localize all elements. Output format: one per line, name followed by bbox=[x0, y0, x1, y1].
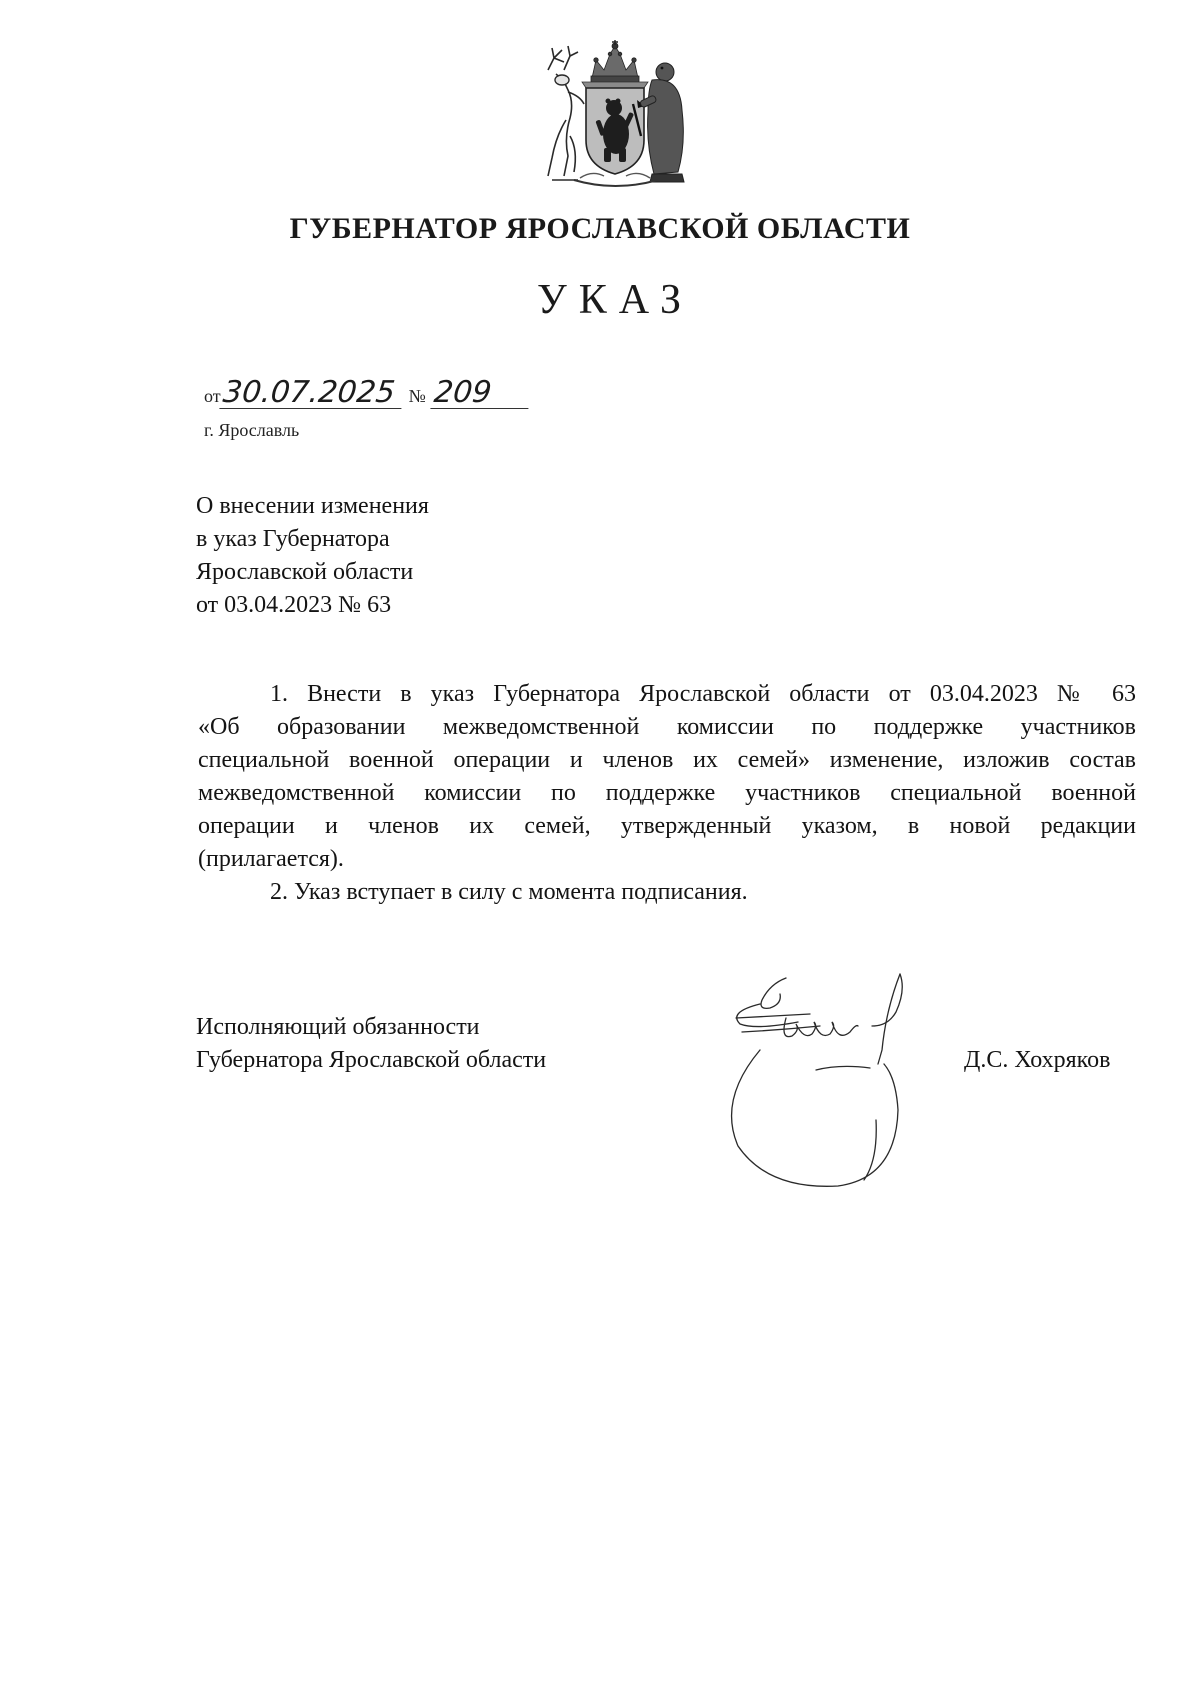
paragraph-2: 2. Указ вступает в силу с момента подписания. bbox=[270, 879, 748, 905]
subject-line: Ярославской области bbox=[196, 559, 414, 585]
paragraph-1-line: операции и членов их семей, утвержденный указом, в новой редакции bbox=[198, 813, 1136, 839]
document-date: 30.07.2025 bbox=[219, 378, 404, 409]
document-city: г. Ярославль bbox=[204, 420, 300, 440]
subject-line: О внесении изменения bbox=[196, 493, 429, 519]
document-number: 209 bbox=[430, 378, 531, 409]
document-subject bbox=[196, 490, 429, 622]
paragraph-1-line: «Об образовании межведомственной комиссии по поддержке участников bbox=[198, 714, 1136, 740]
org-title: ГУБЕРНАТОР ЯРОСЛАВСКОЙ ОБЛАСТИ bbox=[289, 212, 911, 245]
signer-title-line: Губернатора Ярославской области bbox=[196, 1047, 547, 1073]
signature-icon bbox=[700, 960, 960, 1210]
document-type: УКАЗ bbox=[536, 277, 694, 323]
paragraph-1-line: специальной военной операции и членов их семей» изменение, изложив состав bbox=[198, 747, 1136, 773]
subject-line: от 03.04.2023 № 63 bbox=[196, 592, 392, 618]
subject-line: в указ Губернатора bbox=[196, 526, 390, 552]
document-body bbox=[198, 678, 1136, 909]
coat-of-arms-icon bbox=[534, 40, 696, 190]
signer-title-line: Исполняющий обязанности bbox=[196, 1014, 480, 1040]
paragraph-1-line: (прилагается). bbox=[198, 846, 344, 872]
registration-line bbox=[204, 375, 530, 410]
paragraph-1-line: 1. Внести в указ Губернатора Ярославской области от 03.04.2023 № 63 bbox=[270, 681, 1136, 707]
signer-name: Д.С. Хохряков bbox=[964, 1047, 1111, 1073]
date-prefix: от bbox=[204, 386, 221, 406]
paragraph-1-line: межведомственной комиссии по поддержке участников специальной военной bbox=[198, 780, 1136, 806]
number-prefix: № bbox=[408, 386, 426, 406]
signer-title bbox=[196, 1011, 546, 1077]
